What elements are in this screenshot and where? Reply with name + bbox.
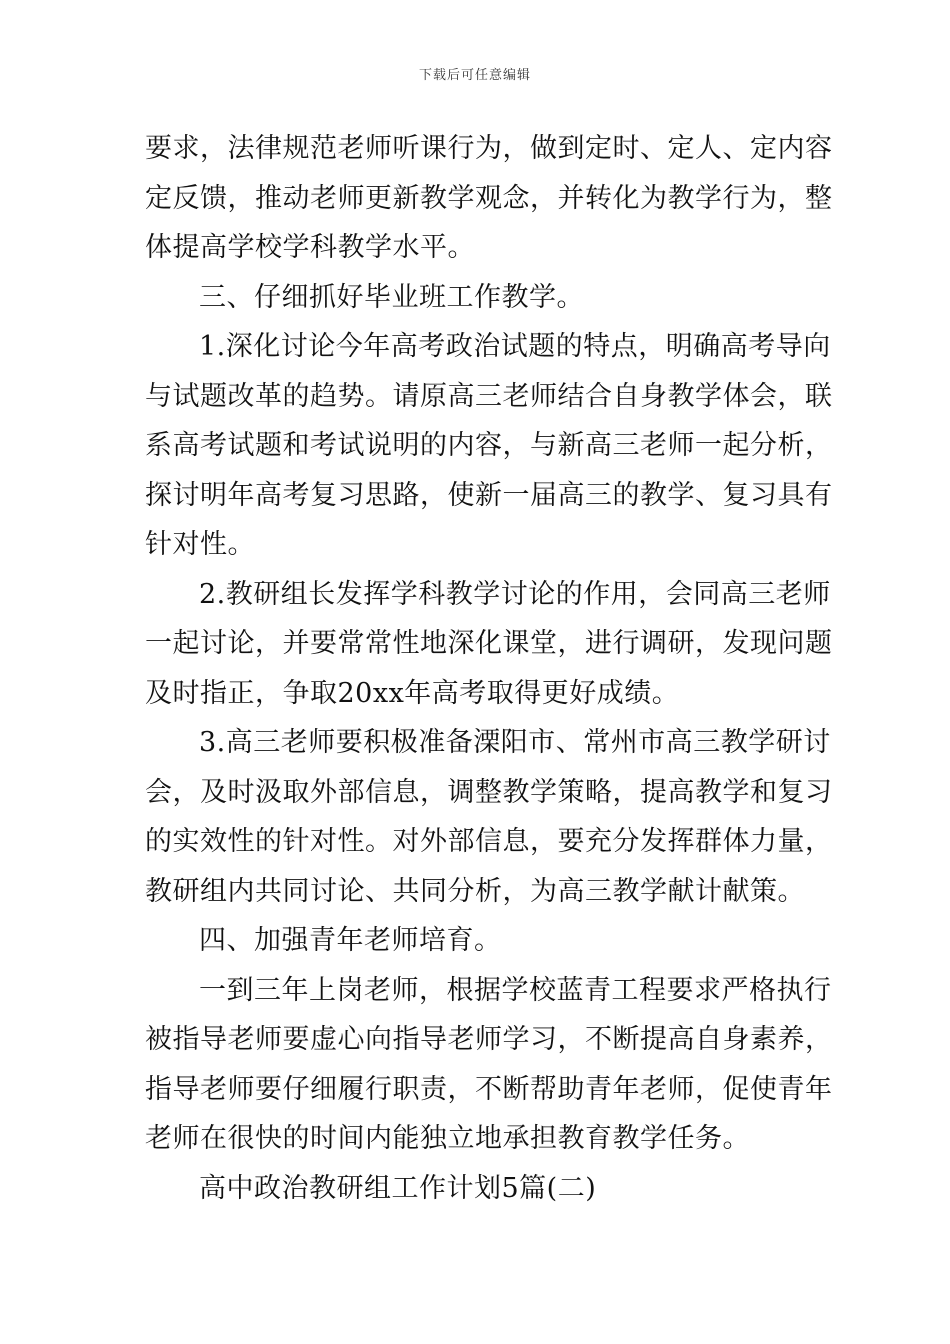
text-line: 系高考试题和考试说明的内容，与新高三老师一起分析， bbox=[145, 430, 833, 461]
text-line: 探讨明年高考复习思路，使新一届高三的教学、复习具有 bbox=[145, 479, 833, 511]
text-line: 教研组内共同讨论、共同分析，为高三教学献计献策。 bbox=[145, 875, 805, 907]
text-line: 3.高三老师要积极准备溧阳市、常州市高三教学研讨 bbox=[199, 727, 831, 758]
text-line: 1.深化讨论今年高考政治试题的特点，明确高考导向 bbox=[199, 331, 831, 362]
text-line: 指导老师要仔细履行职责，不断帮助青年老师，促使青年 bbox=[145, 1073, 833, 1105]
text-line: 老师在很快的时间内能独立地承担教育教学任务。 bbox=[145, 1123, 750, 1154]
text-line: 一起讨论，并要常常性地深化课堂，进行调研，发现问题 bbox=[145, 628, 833, 659]
document-body bbox=[145, 124, 833, 1213]
text-line: 与试题改革的趋势。请原高三老师结合自身教学体会，联 bbox=[145, 380, 833, 412]
text-line: 及时指正，争取20xx年高考取得更好成绩。 bbox=[145, 677, 680, 709]
section-heading: 四、加强青年老师培育。 bbox=[199, 925, 502, 956]
text-line: 针对性。 bbox=[145, 529, 255, 560]
text-line: 被指导老师要虚心向指导老师学习，不断提高自身素养， bbox=[145, 1024, 833, 1055]
text-line: 的实效性的针对性。对外部信息，要充分发挥群体力量， bbox=[145, 826, 833, 857]
text-line: 2.教研组长发挥学科教学讨论的作用，会同高三老师 bbox=[199, 578, 831, 610]
section-heading: 三、仔细抓好毕业班工作教学。 bbox=[199, 281, 584, 313]
text-line: 一到三年上岗老师，根据学校蓝青工程要求严格执行 bbox=[199, 974, 832, 1006]
text-line: 定反馈，推动老师更新教学观念，并转化为教学行为，整 bbox=[145, 182, 833, 214]
text-line: 要求，法律规范老师听课行为，做到定时、定人、定内容 bbox=[145, 133, 833, 164]
document-title-line: 高中政治教研组工作计划5篇(二) bbox=[199, 1172, 597, 1204]
text-line: 体提高学校学科教学水平。 bbox=[145, 232, 475, 263]
page-header-note: 下载后可任意编辑 bbox=[418, 68, 531, 83]
text-line: 会，及时汲取外部信息，调整教学策略，提高教学和复习 bbox=[145, 776, 833, 808]
